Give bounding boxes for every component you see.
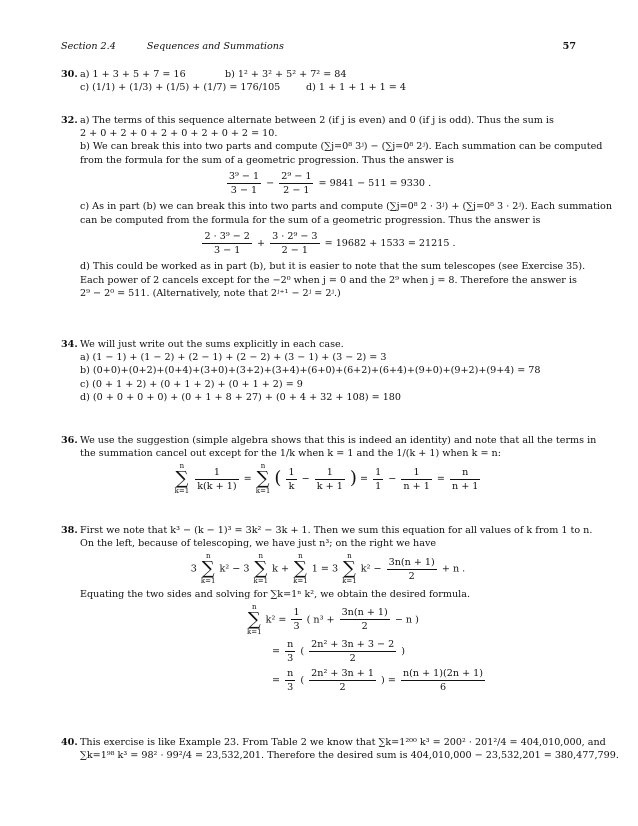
part-a-line-2: 2 + 0 + 2 + 0 + 2 + 0 + 2 + 0 + 2 = 10. [80,128,278,140]
running-header [61,40,576,53]
paren: ) [349,468,357,490]
line-1: We use the suggestion (simple algebra shows that this is indeed an identity) and note that all the terms in [80,435,597,446]
exercise-number: 38. [61,525,78,536]
sigma: n ∑ k=1 [253,552,269,586]
coefficient: 3 [190,563,197,575]
solution-40 [61,736,619,762]
term: − n ) [394,614,419,626]
line-3: Equating the two sides and solving for ∑k=1ⁿ k², we obtain the desired formula. [80,589,470,601]
exercise-number: 36. [61,435,78,446]
sigma-lower: k=1 [174,487,190,496]
part-d-line-2: Each power of 2 cancels except for the −2⁰ when j = 0 and the 2⁹ when j = 8. Therefore the answer is [80,274,577,286]
line-2: On the left, because of telescoping, we have just n³; on the right we have [80,538,437,550]
denominator: 2 [408,570,415,582]
part-c: c) (0 + 1 + 2) + (0 + 1 + 2) + (0 + 1 + 2) = 9 [80,378,303,390]
numerator: 2 · 3⁹ − 2 [202,230,251,244]
numerator: n [450,466,480,480]
sigma-upper: n [260,462,266,471]
fraction [291,606,301,633]
part-d-line-3: 2⁹ − 2⁰ = 511. (Alternatively, note that 2ʲ⁺¹ − 2ʲ = 2ʲ.) [80,287,341,299]
fraction [285,638,295,665]
numerator: 2n² + 3n + 3 − 2 [309,638,396,652]
sigma-upper: n [205,552,211,561]
term: k² = [265,614,287,626]
numerator: n [285,667,295,681]
part-a: a) (1 − 1) + (1 − 2) + (2 − 1) + (2 − 2) + (3 − 1) + (3 − 2) = 3 [80,352,387,364]
fraction [401,466,431,493]
part-c-line-2: can be computed from the formula for the sum of a geometric progression. Thus the answer is [80,214,541,226]
term: ( [300,675,305,687]
fraction [286,466,296,493]
fraction [279,170,313,197]
intro: We will just write out the sums explicitly in each case. [80,339,344,350]
section-label: Section 2.4 [61,41,116,52]
sigma-upper: n [298,552,303,561]
operator: = [272,645,281,657]
denominator: 3 − 1 [230,185,258,197]
line-2: the summation cancel out except for the 1/k when k = 1 and the 1/(k + 1) when k = n: [80,448,501,460]
line-2: ∑k=1⁹⁸ k³ = 98² · 99²/4 = 23,532,201. Therefore the desired sum is 404,010,000 − 23,532,201 = 380,477,799. [80,750,619,762]
denominator: 2 [361,621,368,633]
exercise-number: 30. [61,69,78,80]
numerator: n [285,638,295,652]
numerator: 2n² + 3n + 1 [309,667,376,681]
page-number: 57 [562,41,576,52]
section-title: Sequences and Summations [146,41,284,52]
sigma-lower: k=1 [293,577,308,586]
part-b: b) 1² + 3² + 5² + 7² = 84 [225,69,347,80]
equation-b [80,170,576,197]
part-d-line-1: d) This could be worked as in part (b), but it is easier to note that the sum telescopes (see Exercise 35). [80,261,586,273]
numerator: 3⁹ − 1 [227,170,261,184]
part-c-line-1 [80,200,613,213]
denominator: 2 [339,682,346,694]
operator: = [272,675,281,687]
term: k + [272,563,290,575]
term: ( [300,645,305,657]
sigma-upper: n [347,552,352,561]
numerator: 1 [401,466,431,480]
numerator: 3 · 2⁹ − 3 [270,230,319,244]
solution-32 [61,114,613,300]
numerator: 1 [373,466,383,480]
part-b: b) (0+0)+(0+2)+(0+4)+(3+0)+(3+2)+(3+4)+(6+0)+(6+2)+(6+4)+(9+0)+(9+2)+(9+4) = 78 [80,365,541,377]
numerator: 1 [291,606,301,620]
fraction [373,466,383,493]
denominator: k + 1 [316,480,343,492]
fraction [227,170,261,197]
fraction [315,466,345,493]
denominator: 3 [287,652,294,664]
operator: − [301,473,310,485]
denominator: 3 [293,621,300,633]
part-a-line-1: a) The terms of this sequence alternate between 2 (if j is even) and 0 (if j is odd). Thus the sum is [80,115,554,126]
sigma-lower: k=1 [342,577,357,586]
part-b-line-2: from the formula for the sum of a geometric progression. Thus the answer is [80,154,454,166]
sigma-upper: n [179,462,185,471]
sigma: n ∑ k=1 [200,552,216,586]
part-c: c) (1/1) + (1/3) + (1/5) + (1/7) = 176/105 [80,82,281,94]
fraction [309,638,396,665]
numerator: 3n(n + 1) [340,606,390,620]
sigma: n ∑ k=1 [293,552,308,586]
denominator: 2 [349,652,356,664]
operator: = [359,473,369,485]
denominator: 3 [287,682,294,694]
fraction [450,466,480,493]
exercise-number: 32. [61,115,78,126]
solution-36 [61,434,597,498]
fraction [387,556,437,583]
sigma: n ∑ k=1 [174,462,190,496]
fraction [195,466,238,493]
operator: = [243,473,252,485]
sum-equation [80,553,576,585]
sigma: n ∑ k=1 [255,462,271,496]
fraction [340,606,390,633]
term: + n . [441,563,466,575]
part-a: a) 1 + 3 + 5 + 7 = 16 [80,69,186,80]
denominator: 6 [439,682,447,694]
numerator: 2⁹ − 1 [279,170,313,184]
term: k² − 3 [219,563,250,575]
sum-expression: (∑j=0⁸ 3ʲ) − (∑j=0⁸ 2ʲ) [320,141,429,153]
operator: − [266,178,275,190]
text: . Each summation can be computed [428,141,603,153]
sigma-lower: k=1 [247,627,262,636]
sigma-lower: k=1 [253,577,269,586]
term: 1 = 3 [311,563,339,575]
exercise-number: 40. [61,737,78,748]
sigma: n ∑ k=1 [342,552,357,586]
term: ( n³ + [306,614,335,626]
denominator: 2 − 1 [283,185,310,197]
denominator: 2 − 1 [281,245,308,257]
term: k² − [360,563,382,575]
line-1: This exercise is like Example 23. From Table 2 we know that ∑k=1²⁰⁰ k³ = 200² · 201²/4 = 404,010,000, and [80,737,606,748]
sigma-lower: k=1 [200,577,216,586]
text: c) As in part (b) we can break this into two parts and compute [80,201,383,213]
result: = 19682 + 1533 = 21215 . [324,238,456,250]
telescoping-equation [80,463,576,495]
derivation-row-2 [272,638,576,665]
denominator: n + 1 [403,480,430,492]
fraction [285,667,295,694]
fraction [270,230,319,257]
part-d: d) 1 + 1 + 1 + 1 = 4 [306,82,407,94]
operator: − [388,473,397,485]
fraction [202,230,251,257]
denominator: k(k + 1) [197,480,237,492]
denominator: n + 1 [451,480,479,492]
solution-34 [61,338,576,404]
sum-expression: (∑j=0⁸ 2 · 3ʲ) + (∑j=0⁸ 3 · 2ʲ) [386,201,525,213]
paren: ( [274,468,282,490]
term: ) [401,645,406,657]
numerator: n(n + 1)(2n + 1) [401,667,485,681]
denominator: 3 − 1 [214,245,241,257]
text: . Each summation [524,201,613,213]
derivation-row-3 [272,667,576,694]
line-1: First we note that k³ − (k − 1)³ = 3k² − 3k + 1. Then we sum this equation for all values of k from 1 to n. [80,525,593,536]
derivation [246,604,576,695]
term: ) = [381,675,396,687]
numerator: 1 [315,466,345,480]
operator: + [256,238,266,250]
fraction [401,667,485,694]
text: b) We can break this into two parts and compute [80,141,318,153]
denominator: k [288,480,295,492]
equation-c [80,230,576,257]
sigma: n ∑ k=1 [247,602,262,636]
operator: = [436,473,445,485]
exercise-number: 34. [61,339,78,350]
part-b-line-1 [80,140,603,153]
sigma-upper: n [258,552,264,561]
result: = 9841 − 511 = 9330 . [318,178,432,190]
numerator: 1 [286,466,296,480]
fraction [309,667,376,694]
part-d: d) (0 + 0 + 0 + 0) + (0 + 1 + 8 + 27) + (0 + 4 + 32 + 108) = 180 [80,391,402,403]
numerator: 1 [195,466,238,480]
numerator: 3n(n + 1) [387,556,437,570]
derivation-row-1 [246,604,576,636]
solution-30 [61,68,576,94]
sigma-upper: n [252,602,257,611]
sigma-lower: k=1 [255,487,271,496]
solution-38 [61,524,593,697]
denominator: 1 [375,480,382,492]
